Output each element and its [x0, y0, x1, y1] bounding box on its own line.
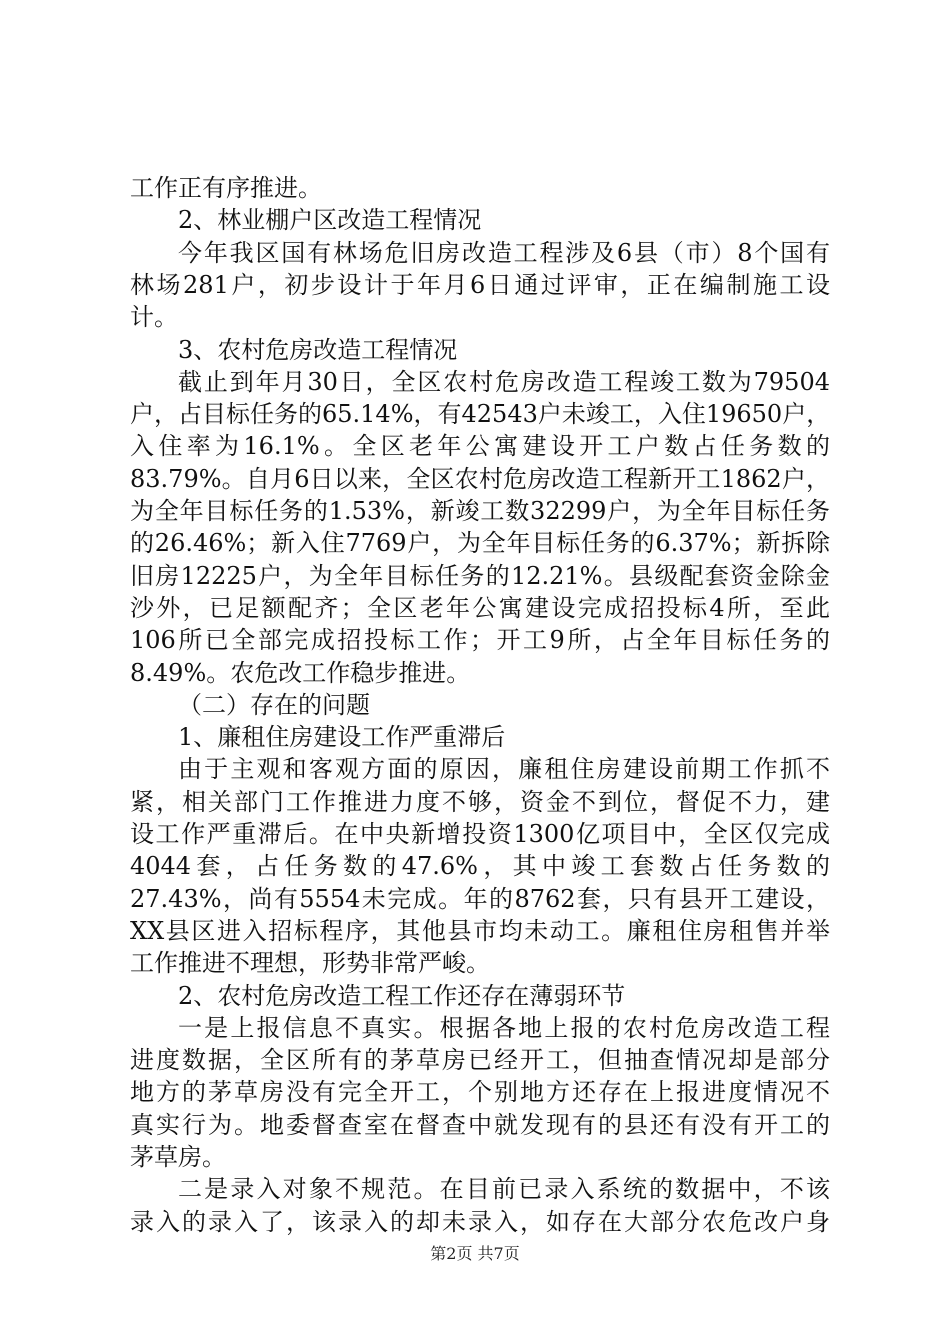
paragraph-line: 设工作严重滞后。在中央新增投资1300亿项目中，全区仅完成	[130, 820, 830, 848]
paragraph-line: 83.79%。自月6日以来，全区农村危房改造工程新开工1862户，	[130, 464, 830, 493]
paragraph-line: 户，占目标任务的65.14%，有42543户未竣工，入住19650户，	[130, 400, 830, 429]
paragraph-line: 2、林业棚户区改造工程情况	[178, 206, 482, 235]
paragraph-line: 截止到年月30日，全区农村危房改造工程竣工数为79504	[178, 367, 830, 396]
paragraph-line: XX县区进入招标程序，其他县市均未动工。廉租住房租售并举	[130, 916, 830, 945]
paragraph-line: 沙外，已足额配齐；全区老年公寓建设完成招投标4所，至此	[130, 593, 830, 622]
paragraph-line: 计。	[130, 303, 178, 332]
paragraph-line: 紧，相关部门工作推进力度不够，资金不到位，督促不力，建	[130, 787, 830, 816]
paragraph-line: 8.49%。农危改工作稳步推进。	[130, 658, 471, 687]
page-footer: 第2页 共7页	[430, 1244, 520, 1263]
paragraph-line: 真实行为。地委督查室在督查中就发现有的县还有没有开工的	[130, 1110, 830, 1139]
paragraph-line: 27.43%，尚有5554未完成。年的8762套，只有县开工建设，	[130, 884, 830, 913]
paragraph-line: 106所已全部完成招投标工作；开工9所，占全年目标任务的	[130, 626, 830, 655]
paragraph-line: 今年我区国有林场危旧房改造工程涉及6县（市）8个国有	[178, 238, 830, 267]
paragraph-line: 的26.46%；新入住7769户，为全年目标任务的6.37%；新拆除	[130, 529, 830, 558]
paragraph-line: 入住率为16.1%。全区老年公寓建设开工户数占任务数的	[130, 432, 830, 461]
paragraph-line: 地方的茅草房没有完全开工，个别地方还存在上报进度情况不	[130, 1078, 830, 1107]
paragraph-line: 二是录入对象不规范。在目前已录入系统的数据中，不该	[178, 1175, 830, 1204]
paragraph-line: 林场281户，初步设计于年月6日通过评审，正在编制施工设	[130, 270, 830, 299]
paragraph-line: 为全年目标任务的1.53%，新竣工数32299户，为全年目标任务	[130, 497, 830, 525]
paragraph-line: 旧房12225户，为全年目标任务的12.21%。县级配套资金除金	[130, 561, 830, 590]
paragraph-line: 一是上报信息不真实。根据各地上报的农村危房改造工程	[178, 1013, 830, 1042]
paragraph-line: 进度数据，全区所有的茅草房已经开工，但抽查情况却是部分	[130, 1046, 830, 1075]
paragraph-line: 3、农村危房改造工程情况	[178, 335, 458, 364]
paragraph-line: 录入的录入了，该录入的却未录入，如存在大部分农危改户身	[130, 1207, 830, 1236]
paragraph-line: 工作正有序推进。	[130, 174, 322, 202]
paragraph-line: 4044套，占任务数的47.6%，其中竣工套数占任务数的	[130, 852, 830, 881]
paragraph-line: （二）存在的问题	[178, 690, 370, 719]
paragraph-line: 茅草房。	[130, 1143, 226, 1171]
paragraph-line: 1、廉租住房建设工作严重滞后	[178, 723, 506, 752]
paragraph-line: 由于主观和客观方面的原因，廉租住房建设前期工作抓不	[178, 755, 830, 784]
paragraph-line: 2、农村危房改造工程工作还存在薄弱环节	[178, 981, 626, 1010]
paragraph-line: 工作推进不理想，形势非常严峻。	[130, 949, 490, 978]
